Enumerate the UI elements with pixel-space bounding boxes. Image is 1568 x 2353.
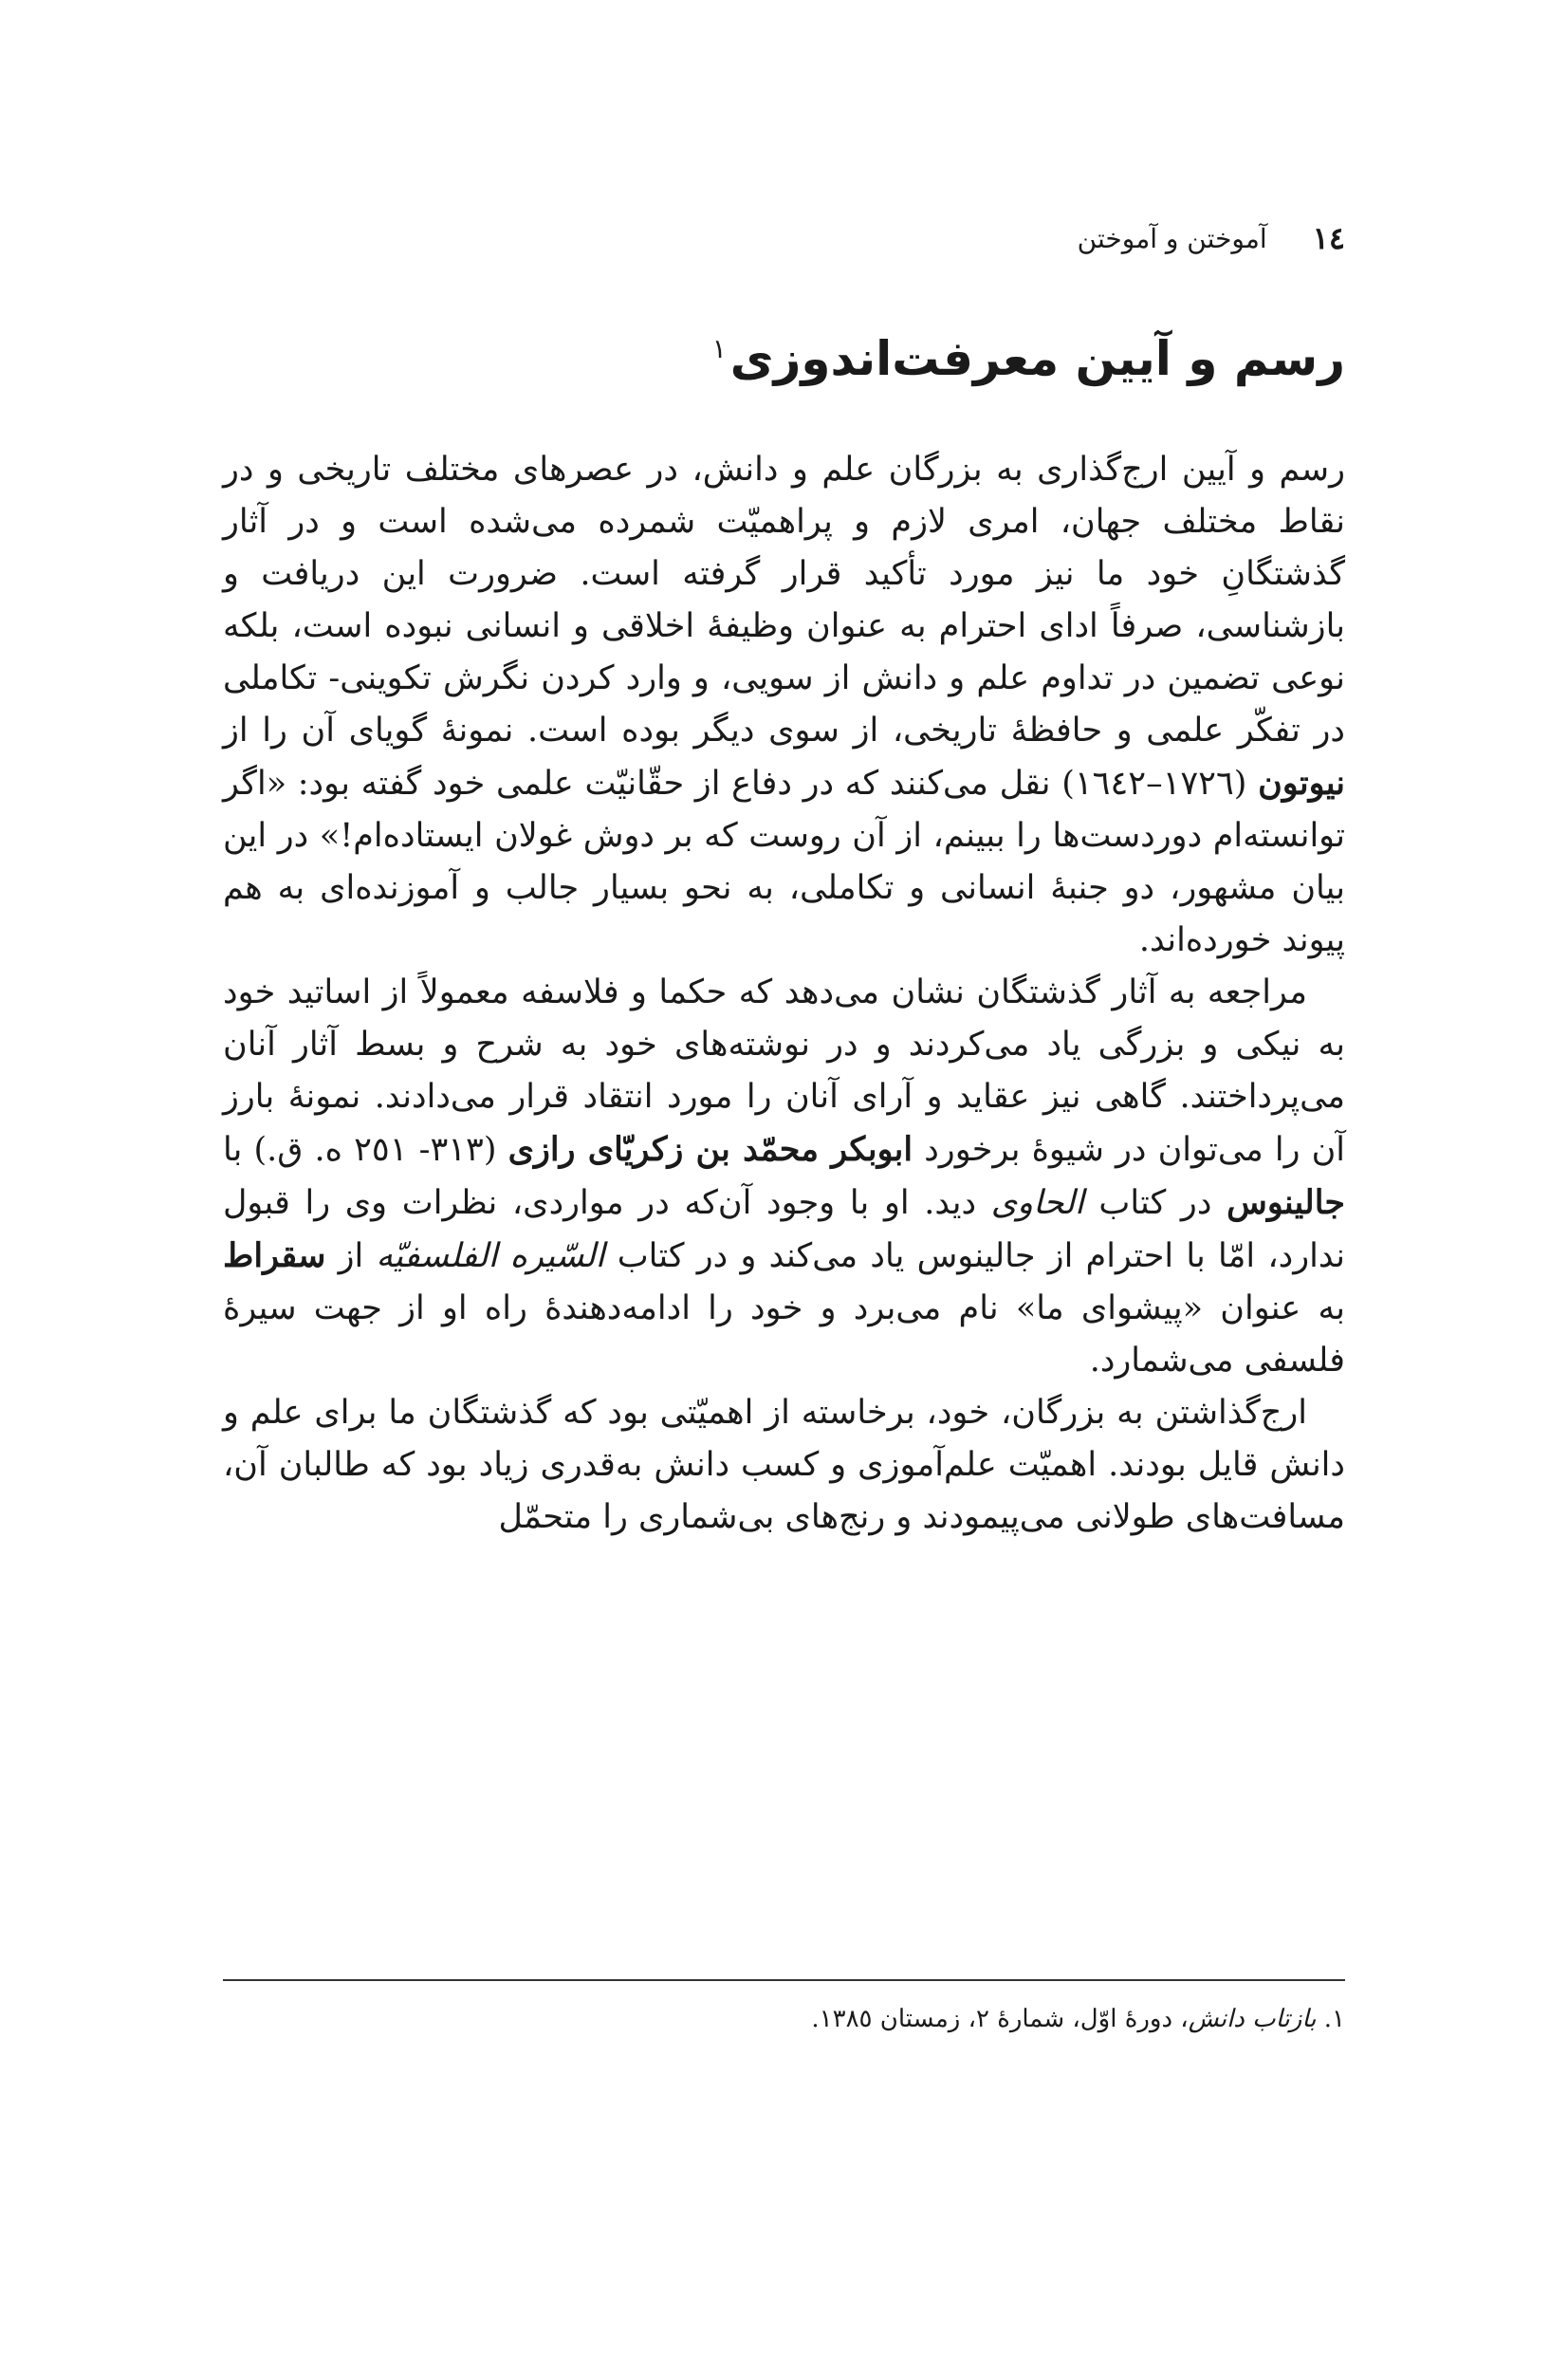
text-run: (١٧٢٦–١٦٤٢) نقل می‌کنند که در دفاع از حقّانیّت علمی خود گفته بود: «اگر توانسته‌ام دوردست‌ها را ببینم، از آن روست که بر دوش غولان ایستاده‌ام!» در این بیان مشهور، دو جنبهٔ انسانی و تکاملی، به نحو بسیار جالب و آموزنده‌ای به هم پیوند خورده‌اند.	[223, 765, 1345, 959]
page-number: ١٤	[1312, 220, 1345, 256]
text-run: در کتاب	[1083, 1184, 1227, 1222]
emphasized-name: سقراط	[223, 1236, 326, 1275]
running-header	[223, 220, 1345, 256]
emphasized-name: ابوبکر محمّد بن زکریّای رازی	[507, 1130, 913, 1169]
running-title: آموختن و آموختن	[1077, 222, 1267, 254]
emphasized-name: نیوتون	[1258, 764, 1346, 803]
paragraph	[223, 444, 1345, 967]
book-title: الحاوی	[990, 1184, 1084, 1222]
footnote-mark: ١	[711, 333, 727, 365]
footnote-divider	[223, 1979, 1345, 1981]
text-run: دید. او با وجود آن‌که در مواردی، نظرات وی را قبول ندارد، امّا با احترام از جالینوس یاد می‌کند و در کتاب	[223, 1184, 1345, 1275]
emphasized-name: جالینوس	[1227, 1183, 1346, 1222]
text-run: (٣١٣- ٢٥١ ه. ق.) با	[223, 1131, 508, 1169]
paragraph	[223, 967, 1345, 1387]
text-run: رسم و آیین ارج‌گذاری به بزرگان علم و دانش، در عصرهای مختلف تاریخی و در نقاط مختلف جهان، امری لازم و پراهمیّت شمرده می‌شده است و در آثار گذشتگانِ خود ما نیز مورد تأکید قرار گرفته است. ضرورت این دریافت و بازشناسی، صرفاً ادای احترام به عنوان وظیفهٔ اخلاقی و انسانی نبوده است، بلکه نوعی تضمین در تداوم علم و دانش از سویی، و وارد کردن نگرش تکوینی- تکاملی در تفکّر علمی و حافظهٔ تاریخی، از سوی دیگر بوده است. نمونهٔ گویای آن را از	[223, 451, 1345, 750]
text-run: از	[325, 1237, 377, 1275]
section-title	[223, 330, 1345, 387]
footnote-details: ، دورهٔ اوّل، شمارهٔ ٢، زمستان ١٣٨٥.	[811, 2005, 1189, 2033]
footnote	[223, 2000, 1345, 2038]
section-title-text: رسم و آیین معرفت‌اندوزی	[729, 331, 1345, 386]
text-run: ارج‌گذاشتن به بزرگان، خود، برخاسته از اهمیّتی بود که گذشتگان ما برای علم و دانش قایل بودند. اهمیّت علم‌آموزی و کسب دانش به‌قدری زیاد بود که طالبان آن، مسافت‌های طولانی می‌پیمودند و رنج‌های بی‌شماری را متحمّل	[223, 1394, 1345, 1536]
body-text	[223, 444, 1345, 1544]
footnote-source-title: بازتاب دانش	[1188, 2005, 1317, 2033]
book-title: السّیره الفلسفیّه	[376, 1237, 605, 1275]
text-run: به عنوان «پیشوای ما» نام می‌برد و خود را ادامه‌دهندهٔ راه او از جهت سیرهٔ فلسفی می‌شمارد.	[223, 1289, 1345, 1380]
text-run: مراجعه به آثار گذشتگان نشان می‌دهد که حکما و فلاسفه معمولاً از اساتید خود به نیکی و بزرگی یاد می‌کردند و در نوشته‌های خود به شرح و بسط آثار آنان می‌پرداختند. گاهی نیز عقاید و آرای آنان را مورد انتقاد قرار می‌دادند. نمونهٔ بارز آن را می‌توان در شیوهٔ برخورد	[223, 973, 1346, 1169]
footnote-number: ١.	[1323, 2005, 1345, 2033]
paragraph	[223, 1387, 1345, 1544]
